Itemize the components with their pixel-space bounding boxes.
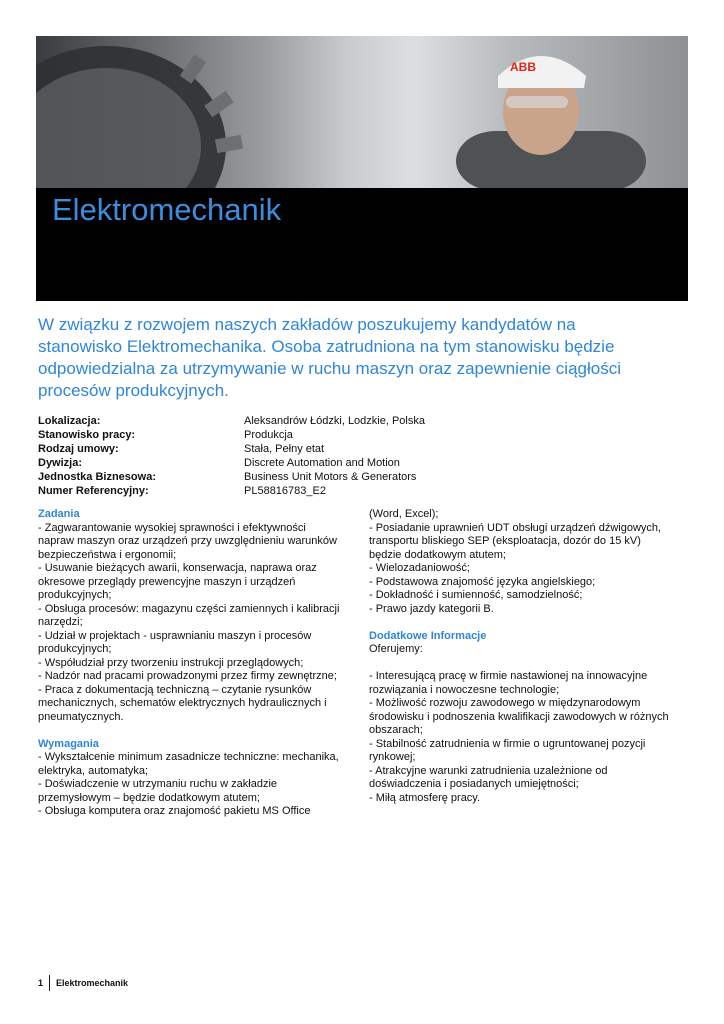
text-line: - Udział w projektach - usprawnianiu maszyn i procesów [38,629,312,642]
section-title-dodatkowe: Dodatkowe Informacje [369,629,487,642]
detail-value: Discrete Automation and Motion [244,457,400,469]
zadania-list [38,522,348,725]
text-line: - Podstawowa znajomość języka angielskiego; [369,575,596,588]
text-line: - Atrakcyjne warunki zatrudnienia uzależnione od [369,764,608,777]
abb-logo: ABB [510,60,536,74]
text-line: bezpieczeństwa i ergonomii; [38,548,177,561]
text-line: napraw maszyn oraz urządzeń przy uwzględnieniu warunków [38,535,337,547]
text-line: - Praca z dokumentacją techniczną – czytanie rysunków [38,683,312,696]
wymagania-list [38,751,348,819]
text-line: (Word, Excel); [369,508,439,520]
detail-label: Dywizja: [38,457,83,469]
text-line: - Wykształcenie minimum zasadnicze techniczne: mechanika, [38,751,339,763]
detail-row [38,414,678,428]
text-line: obszarach; [369,724,423,736]
dodatkowe-list [369,670,679,805]
footer-divider [49,975,50,991]
wymagania-list-continued [369,508,679,616]
detail-label: Numer Referencyjny: [38,485,149,497]
text-line: będzie dodatkowym atutem; [369,548,506,561]
detail-row [38,484,678,498]
page-footer [38,975,128,991]
right-column [369,508,679,805]
oferujemy-label: Oferujemy: [369,643,423,655]
detail-value: Stała, Pełny etat [244,443,325,455]
detail-row [38,428,678,442]
text-line: - Miłą atmosferę pracy. [369,791,481,804]
text-line: - Wielozadaniowość; [369,562,470,574]
text-line: transportu bliskiego SEP (eksploatacja, dozór do 15 kV) [369,535,641,547]
text-line: rynkowej; [369,751,416,763]
text-line: mechanicznych, schematów elektrycznych hydraulicznych i [38,697,327,709]
detail-value: PL58816783_E2 [244,485,326,497]
text-line: produkcyjnych; [38,589,112,601]
text-line: - Interesującą pracę w firmie nastawionej na innowacyjne [369,670,648,682]
text-line: - Obsługa procesów: magazynu części zamiennych i kalibracji [38,602,340,615]
text-line: - Dokładność i sumienność, samodzielność; [369,589,583,601]
text-line: narzędzi; [38,616,83,628]
detail-label: Jednostka Biznesowa: [38,471,156,483]
detail-row [38,442,678,456]
text-line: elektryka, automatyka; [38,764,149,777]
text-line: doświadczenia i posiadanych umiejętności; [369,778,579,790]
text-line: - Współudział przy tworzeniu instrukcji przeglądowych; [38,656,304,669]
text-line: - Prawo jazdy kategorii B. [369,602,494,615]
page-number: 1 [38,978,44,988]
text-line: środowisku i podnoszenia kwalifikacji zawodowych w różnych [369,710,669,723]
text-line: - Nadzór nad pracami prowadzonymi przez firmy zewnętrzne; [38,670,337,682]
hero-illustration [36,36,688,188]
section-title-zadania: Zadania [38,508,80,520]
detail-value: Produkcja [244,429,293,441]
footer-title: Elektromechanik [56,978,129,988]
intro-text: W związku z rozwojem naszych zakładów poszukujemy kandydatów na stanowisko Elektromechanika. Osoba zatrudniona na tym stanowisku będzie odpowiedzialna za utrzymywanie w ruchu maszyn oraz zapewnienie ciągłości procesów produkcyjnych. [38,315,622,400]
text-line: przemysłowym – będzie dodatkowym atutem; [38,791,260,804]
text-line: - Usuwanie bieżących awarii, konserwacja, naprawa oraz [38,562,317,574]
text-line: - Stabilność zatrudnienia w firmie o ugruntowanej pozycji [369,737,646,750]
text-line: produkcyjnych; [38,643,112,655]
detail-label: Rodzaj umowy: [38,443,119,455]
hero-photo [36,36,688,188]
detail-row [38,456,678,470]
text-line: rozwiązania i nowoczesne technologie; [369,683,560,696]
detail-label: Lokalizacja: [38,415,101,427]
text-line: - Możliwość rozwoju zawodowego w międzynarodowym [369,697,641,709]
detail-value: Business Unit Motors & Generators [244,471,417,483]
detail-label: Stanowisko pracy: [38,429,136,441]
section-title-wymagania: Wymagania [38,737,99,750]
text-line: - Posiadanie uprawnień UDT obsługi urządzeń dźwigowych, [369,521,662,534]
job-details [38,414,678,498]
left-column [38,508,348,819]
text-line: - Doświadczenie w utrzymaniu ruchu w zakładzie [38,778,278,790]
title-banner [36,188,688,301]
detail-row [38,470,678,484]
text-line: okresowe przeglądy prewencyjne maszyn i urządzeń [38,575,296,588]
detail-value: Aleksandrów Łódzki, Lodzkie, Polska [244,415,425,427]
text-line: - Obsługa komputera oraz znajomość pakietu MS Office [38,805,311,817]
page-title: Elektromechanik [52,192,282,227]
text-line: - Zagwarantowanie wysokiej sprawności i efektywności [38,521,306,534]
text-line: pneumatycznych. [38,710,124,723]
